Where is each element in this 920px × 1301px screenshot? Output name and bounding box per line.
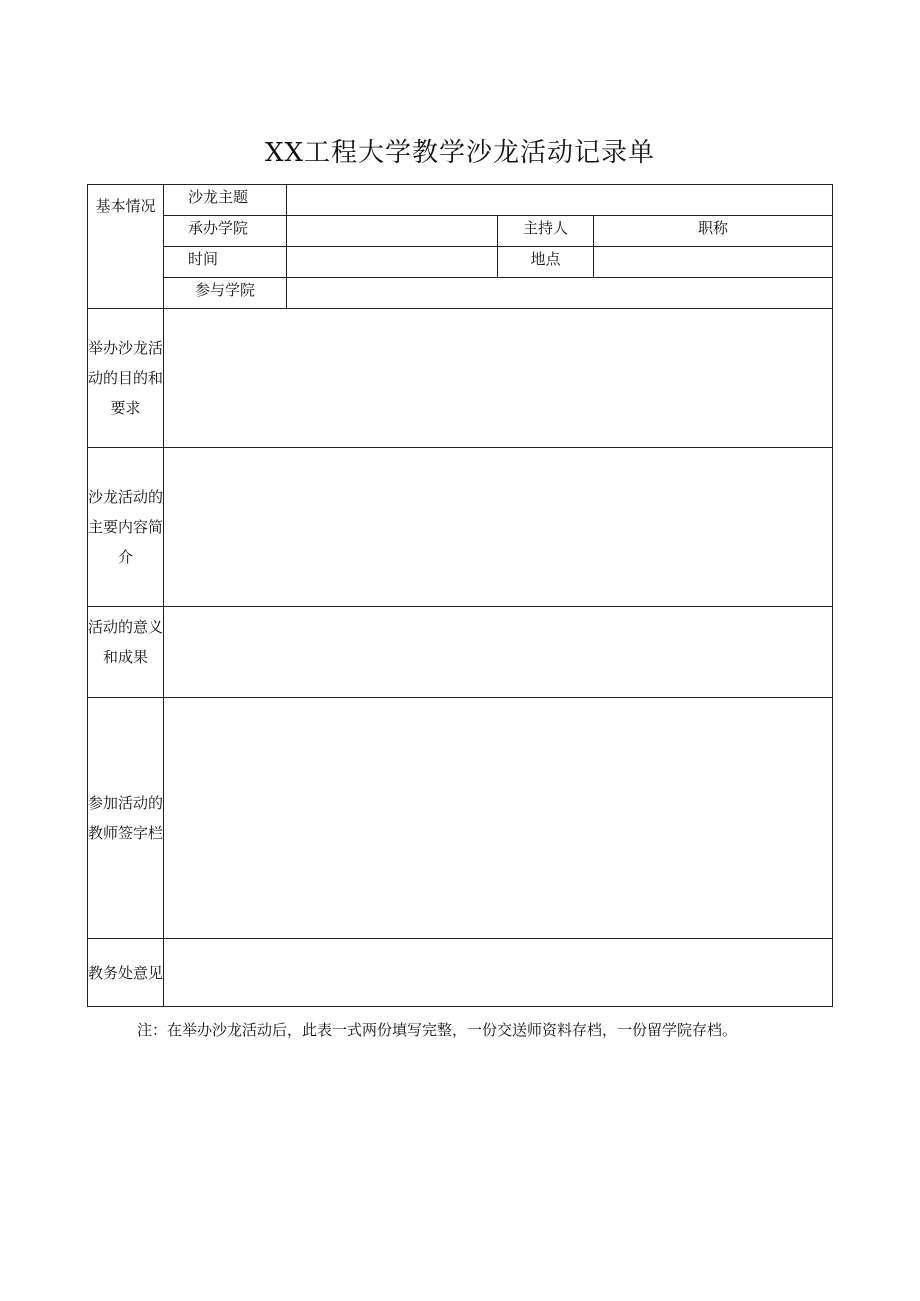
signature-field[interactable] (164, 698, 833, 939)
topic-label: 沙龙主题 (164, 185, 287, 216)
row-topic (88, 185, 833, 216)
time-label: 时间 (164, 247, 287, 278)
time-field[interactable] (287, 247, 498, 278)
rank-label[interactable]: 职称 (594, 216, 833, 247)
college-field[interactable] (287, 216, 498, 247)
participants-field[interactable] (287, 278, 833, 309)
record-form-table (87, 184, 833, 1007)
row-purpose (88, 309, 833, 448)
purpose-label: 举办沙龙活动的目的和要求 (88, 309, 164, 448)
content-field[interactable] (164, 448, 833, 607)
row-office (88, 939, 833, 1007)
college-label: 承办学院 (164, 216, 287, 247)
significance-label: 活动的意义和成果 (88, 607, 164, 698)
row-participants (88, 278, 833, 309)
row-content (88, 448, 833, 607)
place-label: 地点 (498, 247, 594, 278)
office-opinion-field[interactable] (164, 939, 833, 1007)
place-field[interactable] (594, 247, 833, 278)
office-opinion-label: 教务处意见 (88, 939, 164, 1007)
signature-label: 参加活动的教师签字栏 (88, 698, 164, 939)
topic-field[interactable] (287, 185, 833, 216)
participants-label: 参与学院 (164, 278, 287, 309)
row-significance (88, 607, 833, 698)
basic-info-label: 基本情况 (88, 185, 164, 309)
purpose-field[interactable] (164, 309, 833, 448)
significance-field[interactable] (164, 607, 833, 698)
row-signature (88, 698, 833, 939)
content-label: 沙龙活动的主要内容简介 (88, 448, 164, 607)
page-title: XX工程大学教学沙龙活动记录单 (264, 138, 656, 168)
footnote: 注：在举办沙龙活动后，此表一式两份填写完整，一份交送师资料存档，一份留学院存档。 (137, 1021, 738, 1039)
host-label: 主持人 (498, 216, 594, 247)
row-time (88, 247, 833, 278)
row-college (88, 216, 833, 247)
